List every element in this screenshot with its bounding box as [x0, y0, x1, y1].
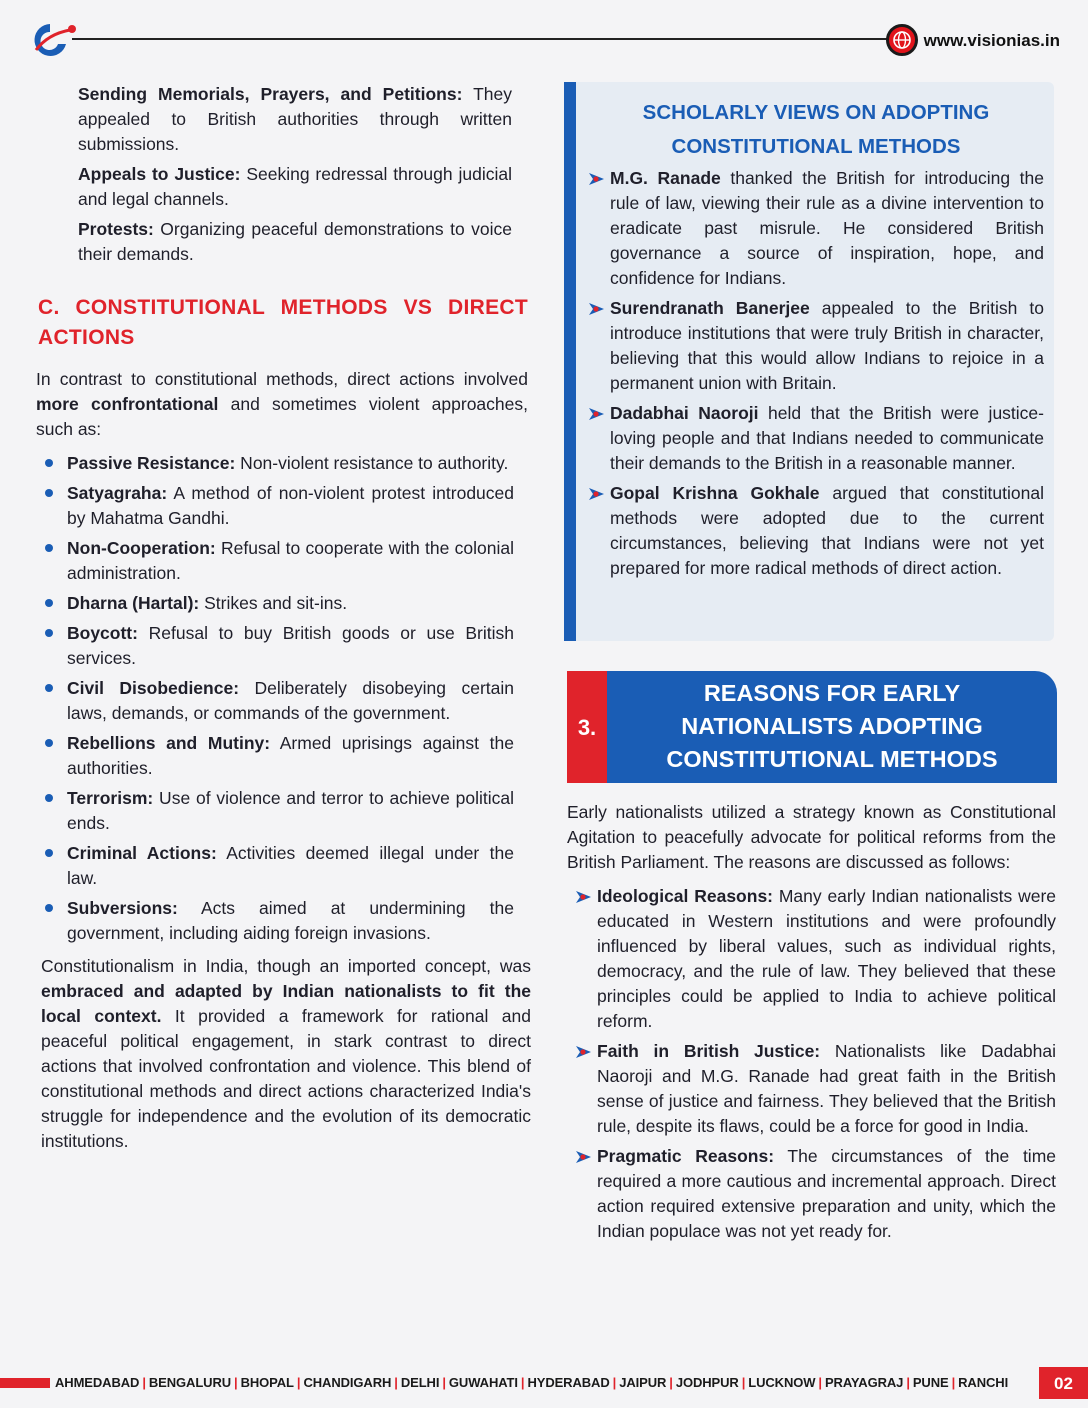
website-link[interactable]: [886, 22, 1060, 58]
list-item: Satyagraha: A method of non-violent protest introduced by Mahatma Gandhi.: [44, 481, 514, 531]
bullet-dot-icon: [45, 684, 53, 692]
paragraph-constitutionalism: Constitutionalism in India, though an imported concept, was embraced and adapted by Indian nationalists to fit the local context. It provided a framework for rational and peaceful political engagement, in stark contrast to direct actions that involved confrontation and violence. This blend of constitutional methods and direct actions characterized India's struggle for independence and the evolution of its democratic institutions.: [41, 956, 531, 1151]
list-item: Rebellions and Mutiny: Armed uprisings against the authorities.: [44, 731, 514, 781]
list-item: Terrorism: Use of violence and terror to achieve political ends.: [44, 786, 514, 836]
list-item: Gopal Krishna Gokhale argued that constitutional methods were adopted due to the current circumstances, believing that Indians were not yet prepared for more radical methods of direct action.: [588, 481, 1044, 581]
reasons-list: [575, 884, 1056, 1244]
bullet-dot-icon: [45, 489, 53, 497]
intro-item: Sending Memorials, Prayers, and Petitions: They appealed to British authorities through written submissions.: [78, 84, 513, 154]
left-column: [36, 82, 531, 1154]
bullet-dot-icon: [45, 459, 53, 467]
list-item: Surendranath Banerjee appealed to the British to introduce institutions that were truly British in character, believing that this would allow Indians to rejoice in a permanent union with Britain.: [588, 296, 1044, 396]
list-item: Passive Resistance: Non-violent resistance to authority.: [44, 451, 514, 476]
arrow-bullet-icon: [588, 172, 605, 186]
footer-red-bar: [0, 1378, 50, 1388]
scholarly-views-box: [564, 82, 1054, 641]
section-3-heading: [567, 671, 1057, 783]
bullet-dot-icon: [45, 794, 53, 802]
section-3-intro: Early nationalists utilized a strategy known as Constitutional Agitation to peacefully advocate for political reforms from the British Parliament. The reasons are discussed as follows:: [567, 802, 1056, 872]
list-item: Non-Cooperation: Refusal to cooperate with the colonial administration.: [44, 536, 514, 586]
arrow-bullet-icon: [588, 407, 605, 421]
section-3-body: [567, 800, 1056, 1249]
list-item: Dadabhai Naoroji held that the British were justice-loving people and that Indians needed to communicate their demands to the British in a reasonable manner.: [588, 401, 1044, 476]
arrow-bullet-icon: [588, 487, 605, 501]
bullet-dot-icon: [45, 544, 53, 552]
list-item: M.G. Ranade thanked the British for introducing the rule of law, viewing their rule as a divine intervention to eradicate past misrule. He considered British governance a source of inspiration, hope, and confidence for Indians.: [588, 166, 1044, 291]
section-title: REASONS FOR EARLY NATIONALISTS ADOPTING CONSTITUTIONAL METHODS: [607, 671, 1057, 783]
paragraph-contrast: In contrast to constitutional methods, direct actions involved more confrontational and sometimes violent approaches, such as:: [36, 369, 528, 439]
arrow-bullet-icon: [575, 1045, 592, 1059]
intro-item: Appeals to Justice: Seeking redressal through judicial and legal channels.: [78, 164, 512, 209]
list-item: Pragmatic Reasons: The circumstances of the time required a more cautious and incremental approach. Direct action required extensive preparation and unity, which the Indian populace was not yet ready for.: [575, 1144, 1056, 1244]
footer-cities: AHMEDABAD | BENGALURU | BHOPAL | CHANDIGARH | DELHI | GUWAHATI | HYDERABAD | JAIPUR | JODHPUR | LUCKNOW | PRAYAGRAJ | PUNE | RANCHI: [55, 1375, 1009, 1390]
list-item: Criminal Actions: Activities deemed illegal under the law.: [44, 841, 514, 891]
section-heading-c: C. CONSTITUTIONAL METHODS VS DIRECT ACTIONS: [38, 296, 528, 349]
intro-item: Protests: Organizing peaceful demonstrations to voice their demands.: [78, 219, 512, 264]
bullet-dot-icon: [45, 904, 53, 912]
header-rule: [72, 38, 888, 40]
arrow-bullet-icon: [575, 890, 592, 904]
section-number: 3.: [567, 671, 607, 783]
list-item: Civil Disobedience: Deliberately disobeying certain laws, demands, or commands of the government.: [44, 676, 514, 726]
list-item: Boycott: Refusal to buy British goods or use British services.: [44, 621, 514, 671]
bullet-dot-icon: [45, 599, 53, 607]
scholarly-views-list: [588, 166, 1044, 581]
list-item: Ideological Reasons: Many early Indian nationalists were educated in Western institutions and were profoundly influenced by liberal values, such as individual rights, democracy, and the rule of law. They believed that these principles could be applied to India to achieve political reform.: [575, 884, 1056, 1034]
bullet-dot-icon: [45, 739, 53, 747]
bullet-dot-icon: [45, 629, 53, 637]
list-item: Faith in British Justice: Nationalists like Dadabhai Naoroji and M.G. Ranade had great faith in the British sense of justice and fairness. They believed that the British rule, despite its flaws, could be a force for good in India.: [575, 1039, 1056, 1139]
bullet-dot-icon: [45, 849, 53, 857]
website-text: www.visionias.in: [923, 30, 1060, 50]
page-number: 02: [1039, 1367, 1088, 1399]
vision-logo-icon: [30, 20, 78, 60]
arrow-bullet-icon: [575, 1150, 592, 1164]
globe-icon: [886, 24, 918, 56]
box-title: SCHOLARLY VIEWS ON ADOPTING CONSTITUTIONAL METHODS: [642, 101, 990, 158]
direct-actions-list: [44, 451, 514, 946]
list-item: Dharna (Hartal): Strikes and sit-ins.: [44, 591, 514, 616]
arrow-bullet-icon: [588, 302, 605, 316]
list-item: Subversions: Acts aimed at undermining the government, including aiding foreign invasions.: [44, 896, 514, 946]
